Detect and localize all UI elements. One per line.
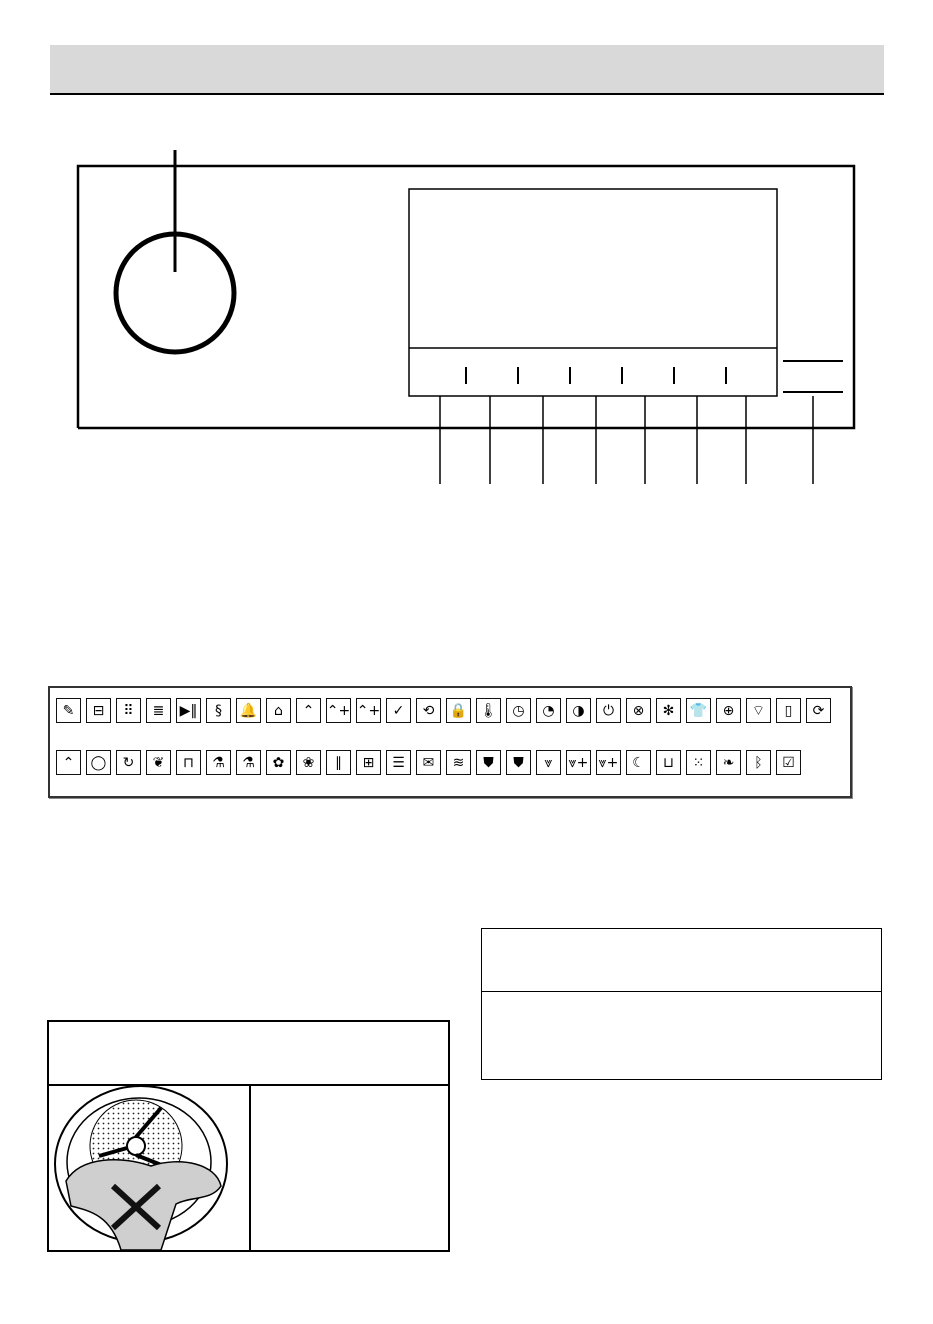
cotton-icon: ✿ xyxy=(266,750,291,775)
night-icon: ☾ xyxy=(626,750,651,775)
power-icon: ⏻ xyxy=(596,698,621,723)
icon-row-2 xyxy=(56,750,801,775)
note-divider xyxy=(482,991,881,992)
timer-icon: ◷ xyxy=(506,698,531,723)
bell-icon: 🔔 xyxy=(236,698,261,723)
duvet-icon: ⩔ xyxy=(536,750,561,775)
thermometer-icon: 🌡 xyxy=(476,698,501,723)
warning-vertical-divider xyxy=(249,1084,251,1250)
eco-icon: ❧ xyxy=(716,750,741,775)
display-buttons xyxy=(466,367,726,384)
delay-timer-icon: ◔ xyxy=(536,698,561,723)
shield-icon: ⛊ xyxy=(506,750,531,775)
no-tumble-icon: ⊗ xyxy=(626,698,651,723)
refresh-icon: ⟲ xyxy=(416,698,441,723)
play-pause-icon: ▶‖ xyxy=(176,698,201,723)
envelope-icon: ✉ xyxy=(416,750,441,775)
hanger-icon: ⌃ xyxy=(296,698,321,723)
laundry xyxy=(66,1160,221,1250)
lock-icon: 🔒 xyxy=(446,698,471,723)
towel-icon: ⊓ xyxy=(176,750,201,775)
icon-row-1 xyxy=(56,698,831,723)
shirt-icon: 👕 xyxy=(686,698,711,723)
fan-icon: ✻ xyxy=(656,698,681,723)
clock-icon: ◯ xyxy=(86,750,111,775)
jeans-icon: ∥ xyxy=(326,750,351,775)
check-icon: ✓ xyxy=(386,698,411,723)
globe-icon: ⊕ xyxy=(716,698,741,723)
bluetooth-icon: ᛒ xyxy=(746,750,771,775)
drawer-icon: ≣ xyxy=(146,698,171,723)
control-panel-diagram xyxy=(0,140,933,500)
phone-icon: ▯ xyxy=(776,698,801,723)
filter-icon: ⊟ xyxy=(86,698,111,723)
duvet-plus-icon: ⩔+ xyxy=(566,750,591,775)
callout-lines xyxy=(440,396,813,484)
wind-icon: ≋ xyxy=(446,750,471,775)
duvet-plusplus-icon: ⩔+ xyxy=(596,750,621,775)
dots-grid-icon: ⠿ xyxy=(116,698,141,723)
display-screen xyxy=(409,189,777,396)
hanger-plusplus-icon: ⌃+ xyxy=(356,698,381,723)
drum-illustration xyxy=(51,1086,247,1250)
sensor-icon: ⁙ xyxy=(686,750,711,775)
brush-icon: ✎ xyxy=(56,698,81,723)
remote-icon: ⟳ xyxy=(806,698,831,723)
iron-icon: ⌂ xyxy=(266,698,291,723)
leaf-icon: ❦ xyxy=(146,750,171,775)
flask-icon: ⚗ xyxy=(236,750,261,775)
jacket-icon: ⊔ xyxy=(656,750,681,775)
steam-icon: § xyxy=(206,698,231,723)
warning-box xyxy=(47,1020,450,1252)
flower-icon: ❀ xyxy=(296,750,321,775)
display-icon-strip xyxy=(48,686,852,798)
wifi-icon: ⌔ xyxy=(746,698,771,723)
stack-icon: ☰ xyxy=(386,750,411,775)
mixed-icon: ⊞ xyxy=(356,750,381,775)
drum-hub xyxy=(127,1137,145,1155)
checklist-icon: ☑ xyxy=(776,750,801,775)
note-box xyxy=(481,928,882,1080)
header-bar xyxy=(50,45,884,95)
shield-plus-icon: ⛊ xyxy=(476,750,501,775)
flask-plus-icon: ⚗ xyxy=(206,750,231,775)
shirt-cycle-icon: ↻ xyxy=(116,750,141,775)
panel-outline xyxy=(78,166,854,428)
hanger-box-icon: ⌃ xyxy=(56,750,81,775)
end-time-icon: ◑ xyxy=(566,698,591,723)
hanger-plus-icon: ⌃+ xyxy=(326,698,351,723)
